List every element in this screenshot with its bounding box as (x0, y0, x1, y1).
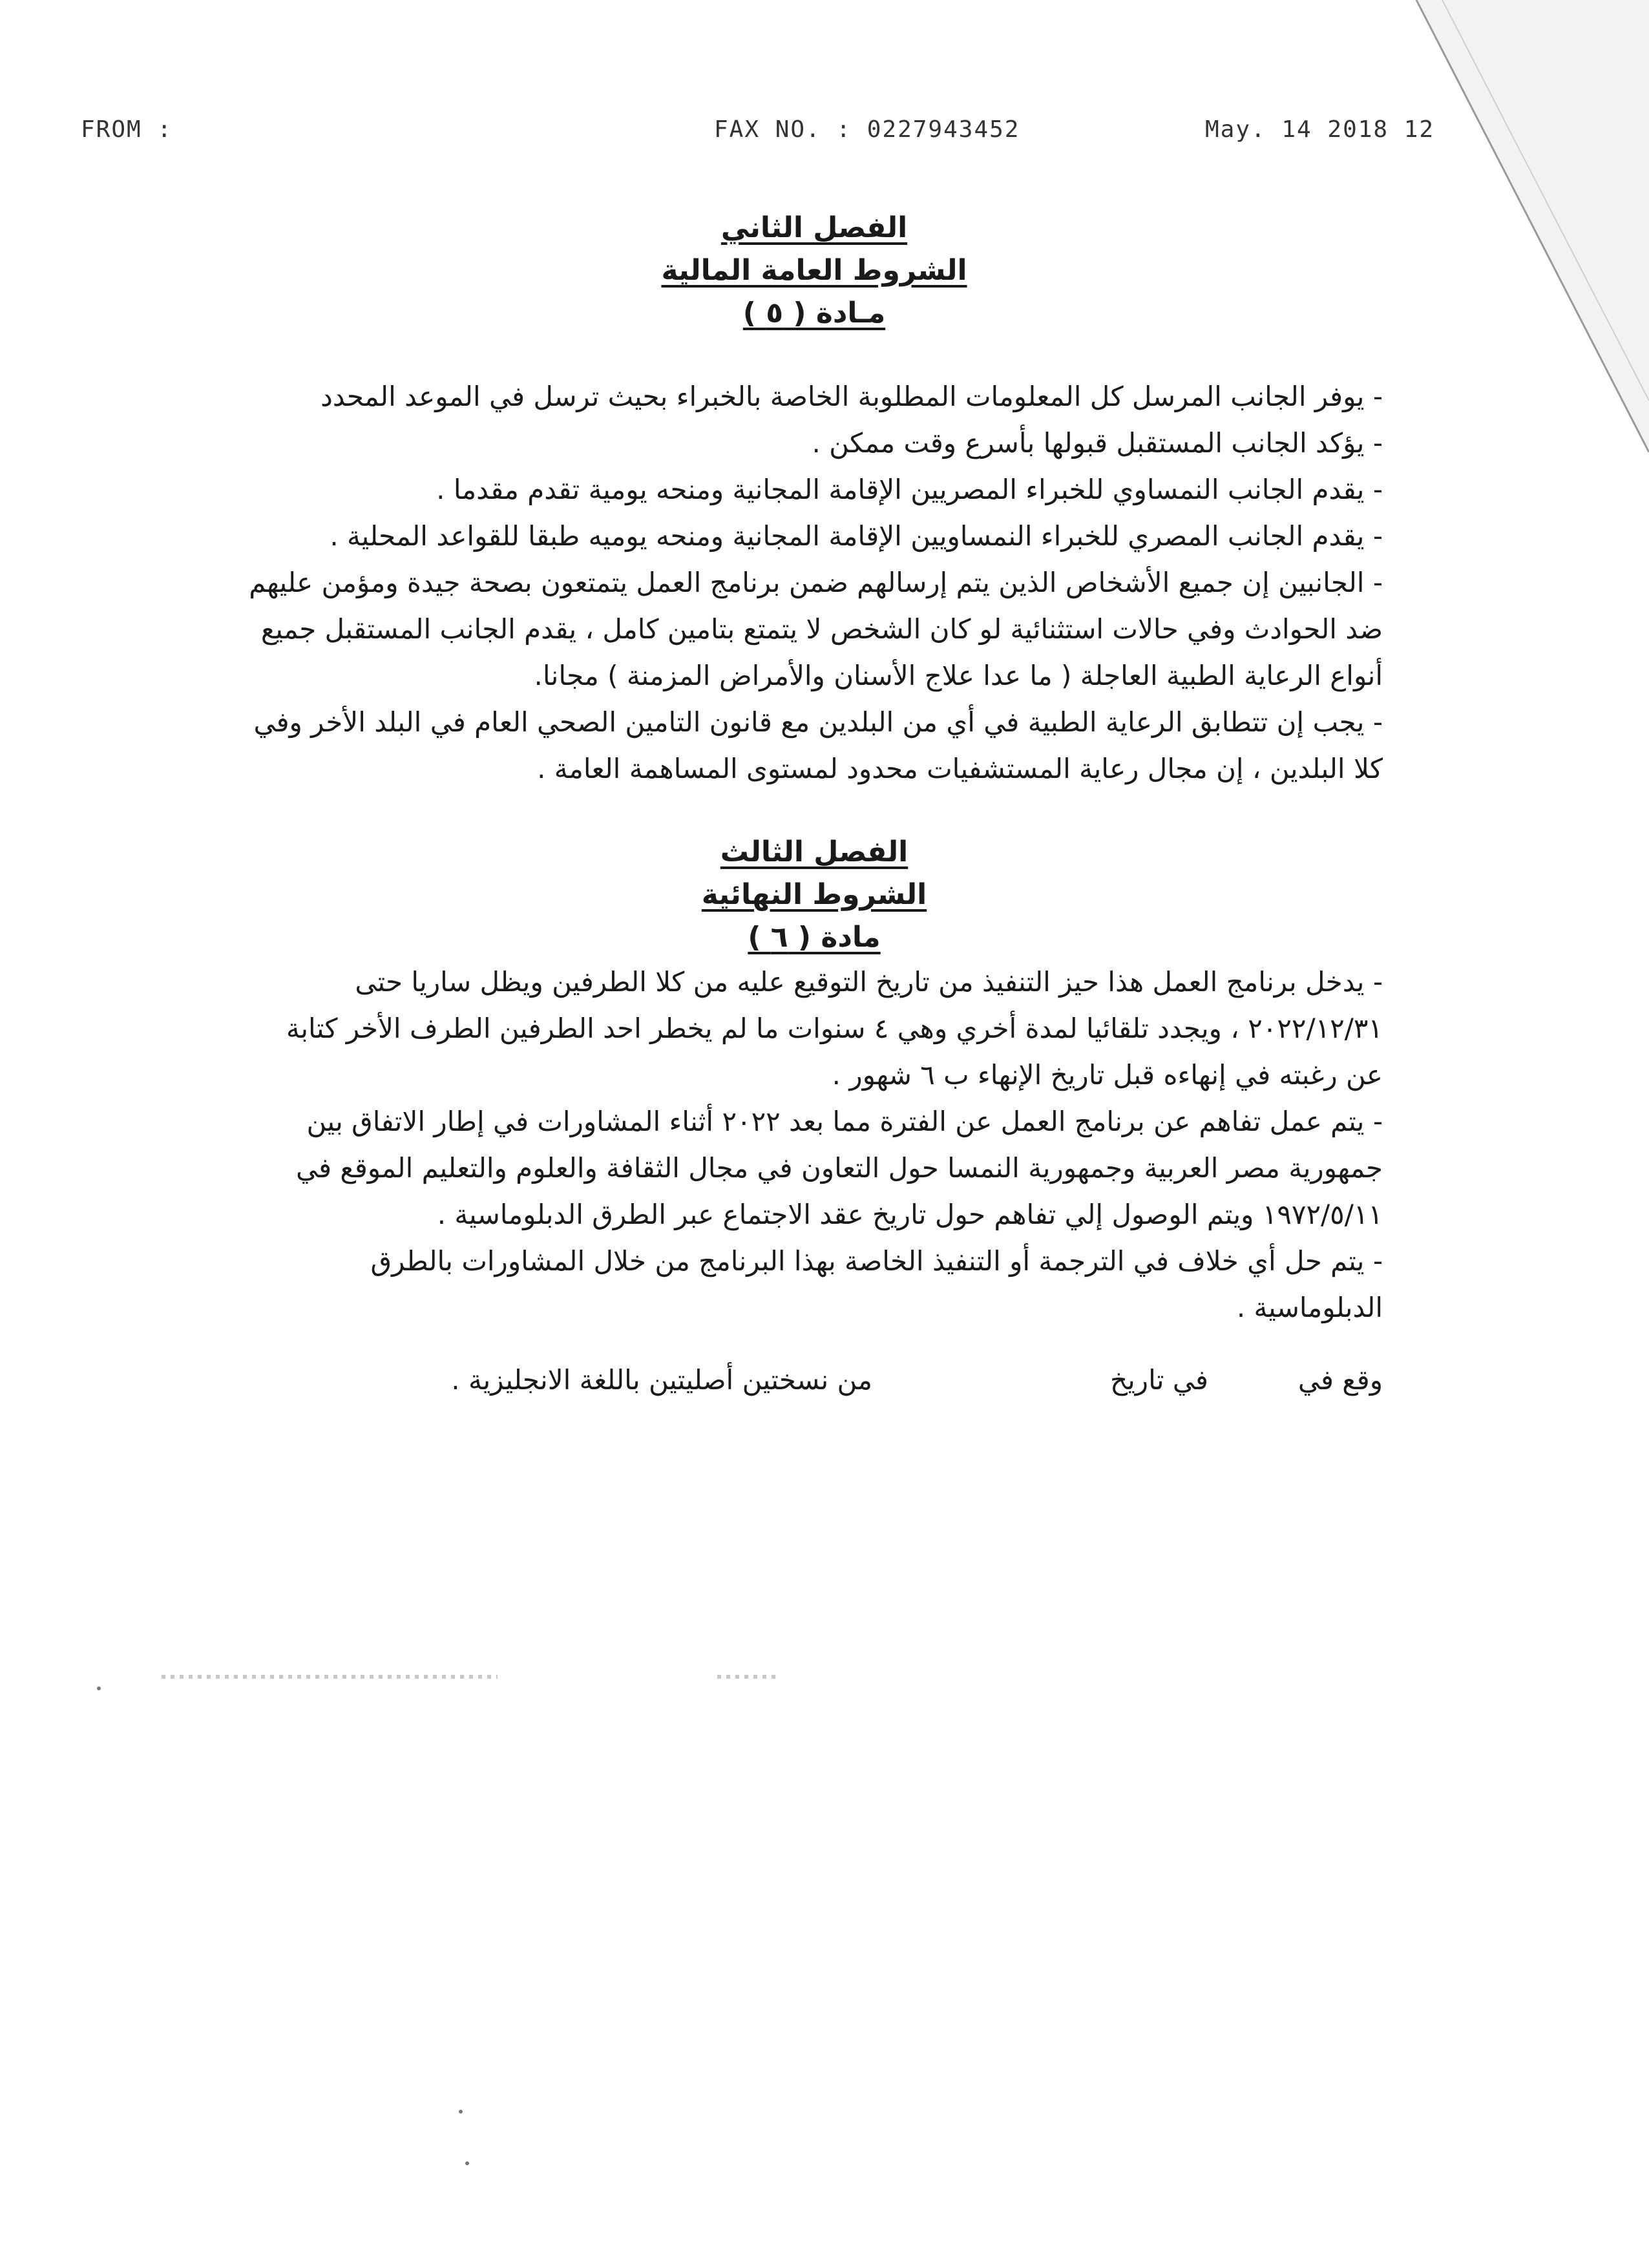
chapter-two-heading (246, 207, 1383, 335)
fax-date: May. 14 2018 12 (1205, 116, 1435, 143)
scan-dot (465, 2161, 469, 2165)
scan-dot (97, 1686, 101, 1690)
chapter-two-paragraph: - يؤكد الجانب المستقبل قبولها بأسرع وقت ممكن . (812, 427, 1383, 459)
chapter-two-paragraph: - يقدم الجانب المصري للخبراء النمساويين الإقامة المجانية ومنحه يوميه طبقا للقواعد المحلية . (330, 520, 1383, 552)
article-six-title: مادة ( ٦ ) (748, 921, 881, 954)
chapter-three-subtitle: الشروط النهائية (701, 878, 927, 911)
on-date-label: في تاريخ (1109, 1364, 1208, 1396)
chapter-two-title: الفصل الثاني (720, 211, 908, 244)
article-five-title: مـادة ( ٥ ) (742, 297, 886, 330)
chapter-two-paragraph: - الجانبين إن جميع الأشخاص الذين يتم إرسالهم ضمن برنامج العمل يتمتعون بصحة جيدة ومؤمن عليهم ضد الحوادث وفي حالات استثنائية لو كان الشخص لا يتمتع بتامين كامل ، يقدم الجانب المستقبل جميع أنواع الرعاية الطبية العاجلة ( ما عدا علاج الأسنان والأمراض المزمنة ) مجانا. (249, 567, 1383, 691)
fax-from: FROM : (81, 116, 173, 143)
chapter-two-paragraph: - يوفر الجانب المرسل كل المعلومات المطلوبة الخاصة بالخبراء بحيث ترسل في الموعد المحدد (320, 381, 1383, 412)
chapter-two-subtitle: الشروط العامة المالية (661, 254, 967, 287)
signing-line (246, 1357, 1383, 1403)
page-fold-edge (1378, 0, 1649, 452)
signed-in-label: وقع في (1297, 1364, 1383, 1396)
fax-number: FAX NO. : 0227943452 (714, 116, 1020, 143)
chapter-three-title: الفصل الثالث (720, 835, 909, 868)
chapter-two-paragraph: - يقدم الجانب النمساوي للخبراء المصريين الإقامة المجانية ومنحه يومية تقدم مقدما . (436, 474, 1383, 505)
chapter-three-paragraph: - يدخل برنامج العمل هذا حيز التنفيذ من تاريخ التوقيع عليه من كلا الطرفين ويظل ساريا حتى ٢٠٢٢/١٢/٣١ ، ويجدد تلقائيا لمدة أخري وهي ٤ سنوات ما لم يخطر احد الطرفين الطرف الأخر كتابة عن رغبته في إنهاءه قبل تاريخ الإنهاء ب ٦ شهور . (286, 966, 1383, 1091)
document-body (246, 207, 1383, 1403)
scan-smudge (717, 1675, 775, 1679)
chapter-three-paragraph: - يتم حل أي خلاف في الترجمة أو التنفيذ الخاصة بهذا البرنامج من خلال المشاورات بالطرق الدبلوماسية . (370, 1245, 1383, 1323)
scan-smudge (162, 1675, 498, 1679)
chapter-three-heading (246, 831, 1383, 959)
chapter-two-paragraph: - يجب إن تتطابق الرعاية الطبية في أي من البلدين مع قانون التامين الصحي العام في البلد الأخر وفي كلا البلدين ، إن مجال رعاية المستشفيات محدود لمستوى المساهمة العامة . (253, 706, 1383, 784)
chapter-three-paragraph: - يتم عمل تفاهم عن برنامج العمل عن الفترة مما بعد ٢٠٢٢ أثناء المشاورات في إطار الاتفاق بين جمهورية مصر العربية وجمهورية النمسا حول التعاون في مجال الثقافة والعلوم والتعليم الموقع في ١٩٧٢/٥/١١ ويتم الوصول إلي تفاهم حول تاريخ عقد الاجتماع عبر الطرق الدبلوماسية . (295, 1106, 1383, 1230)
copies-statement: من نسختين أصليتين باللغة الانجليزية . (451, 1364, 872, 1396)
scan-dot (459, 2110, 463, 2114)
